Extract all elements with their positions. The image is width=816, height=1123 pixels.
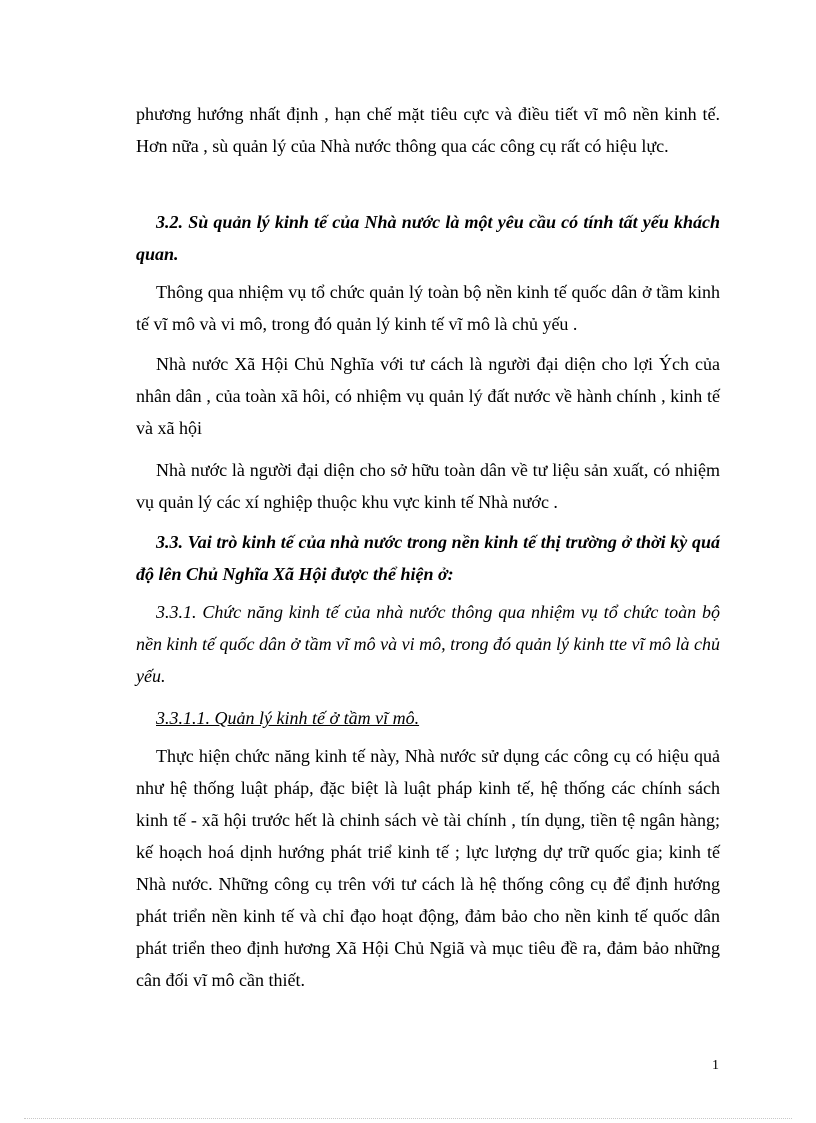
paragraph-tasks: Thông qua nhiệm vụ tổ chức quản lý toàn bộ nền kinh tế quốc dân ở tầm kinh tế vĩ mô và vi mô, trong đó quản lý kinh tế vĩ mô là chủ yếu .	[136, 282, 720, 334]
heading-3-3-1-1	[136, 702, 720, 734]
heading-3-3-1-1-text: 3.3.1.1. Quản lý kinh tế ở tầm vĩ mô.	[156, 708, 420, 728]
paragraph-socialist-state: Nhà nước Xã Hội Chủ Nghĩa với tư cách là người đại diện cho lợi Ých của nhân dân , của toàn xã hôi, có nhiệm vụ quản lý đất nước về hành chính , kinh tế và xã hội	[136, 354, 720, 438]
page-number: 1	[712, 1058, 719, 1073]
paragraph-macro-management: Thực hiện chức năng kinh tế này, Nhà nước sử dụng các công cụ có hiệu quả như hệ thống luật pháp, đặc biệt là luật pháp kinh tế, hệ thống các chính sách kinh tế - xã hội trước hết là chinh sách vè tài chính , tín dụng, tiền tệ ngân hàng; kế hoạch hoá dịnh hướng phát triể kinh tế ; lực lượng dự trữ quốc gia; kinh tế Nhà nước. Những công cụ trên với tư cách là hệ thống công cụ để định hướng phát triển nền kinh tế và chỉ đạo hoạt động, đảm bảo cho nền kinh tế quốc dân phát triển theo định hương Xã Hội Chủ Ngiã và mục tiêu đề ra, đảm bảo những cân đối vĩ mô cần thiết.	[136, 746, 720, 990]
heading-3-3-1: 3.3.1. Chức năng kinh tế của nhà nước thông qua nhiệm vụ tổ chức toàn bộ nền kinh tế quốc dân ở tầm vĩ mô và vi mô, trong đó quản lý kinh tte vĩ mô là chủ yếu.	[136, 602, 720, 686]
paragraph-state-ownership: Nhà nước là người đại diện cho sở hữu toàn dân về tư liệu sản xuất, có nhiệm vụ quản lý các xí nghiệp thuộc khu vực kinh tế Nhà nước .	[136, 460, 720, 512]
heading-3-2: 3.2. Sù quản lý kinh tế của Nhà nước là một yêu cầu có tính tất yếu khách quan.	[136, 212, 720, 264]
heading-3-3: 3.3. Vai trò kinh tế của nhà nước trong nền kinh tế thị trường ở thời kỳ quá độ lên Chủ Nghĩa Xã Hội được thể hiện ở:	[136, 532, 720, 584]
paragraph-intro-continuation: phương hướng nhất định , hạn chế mặt tiêu cực và điều tiết vĩ mô nền kinh tế. Hơn nữa , sù quản lý của Nhà nước thông qua các công cụ rất có hiệu lực.	[136, 104, 720, 156]
page-bottom-divider	[24, 1118, 792, 1119]
